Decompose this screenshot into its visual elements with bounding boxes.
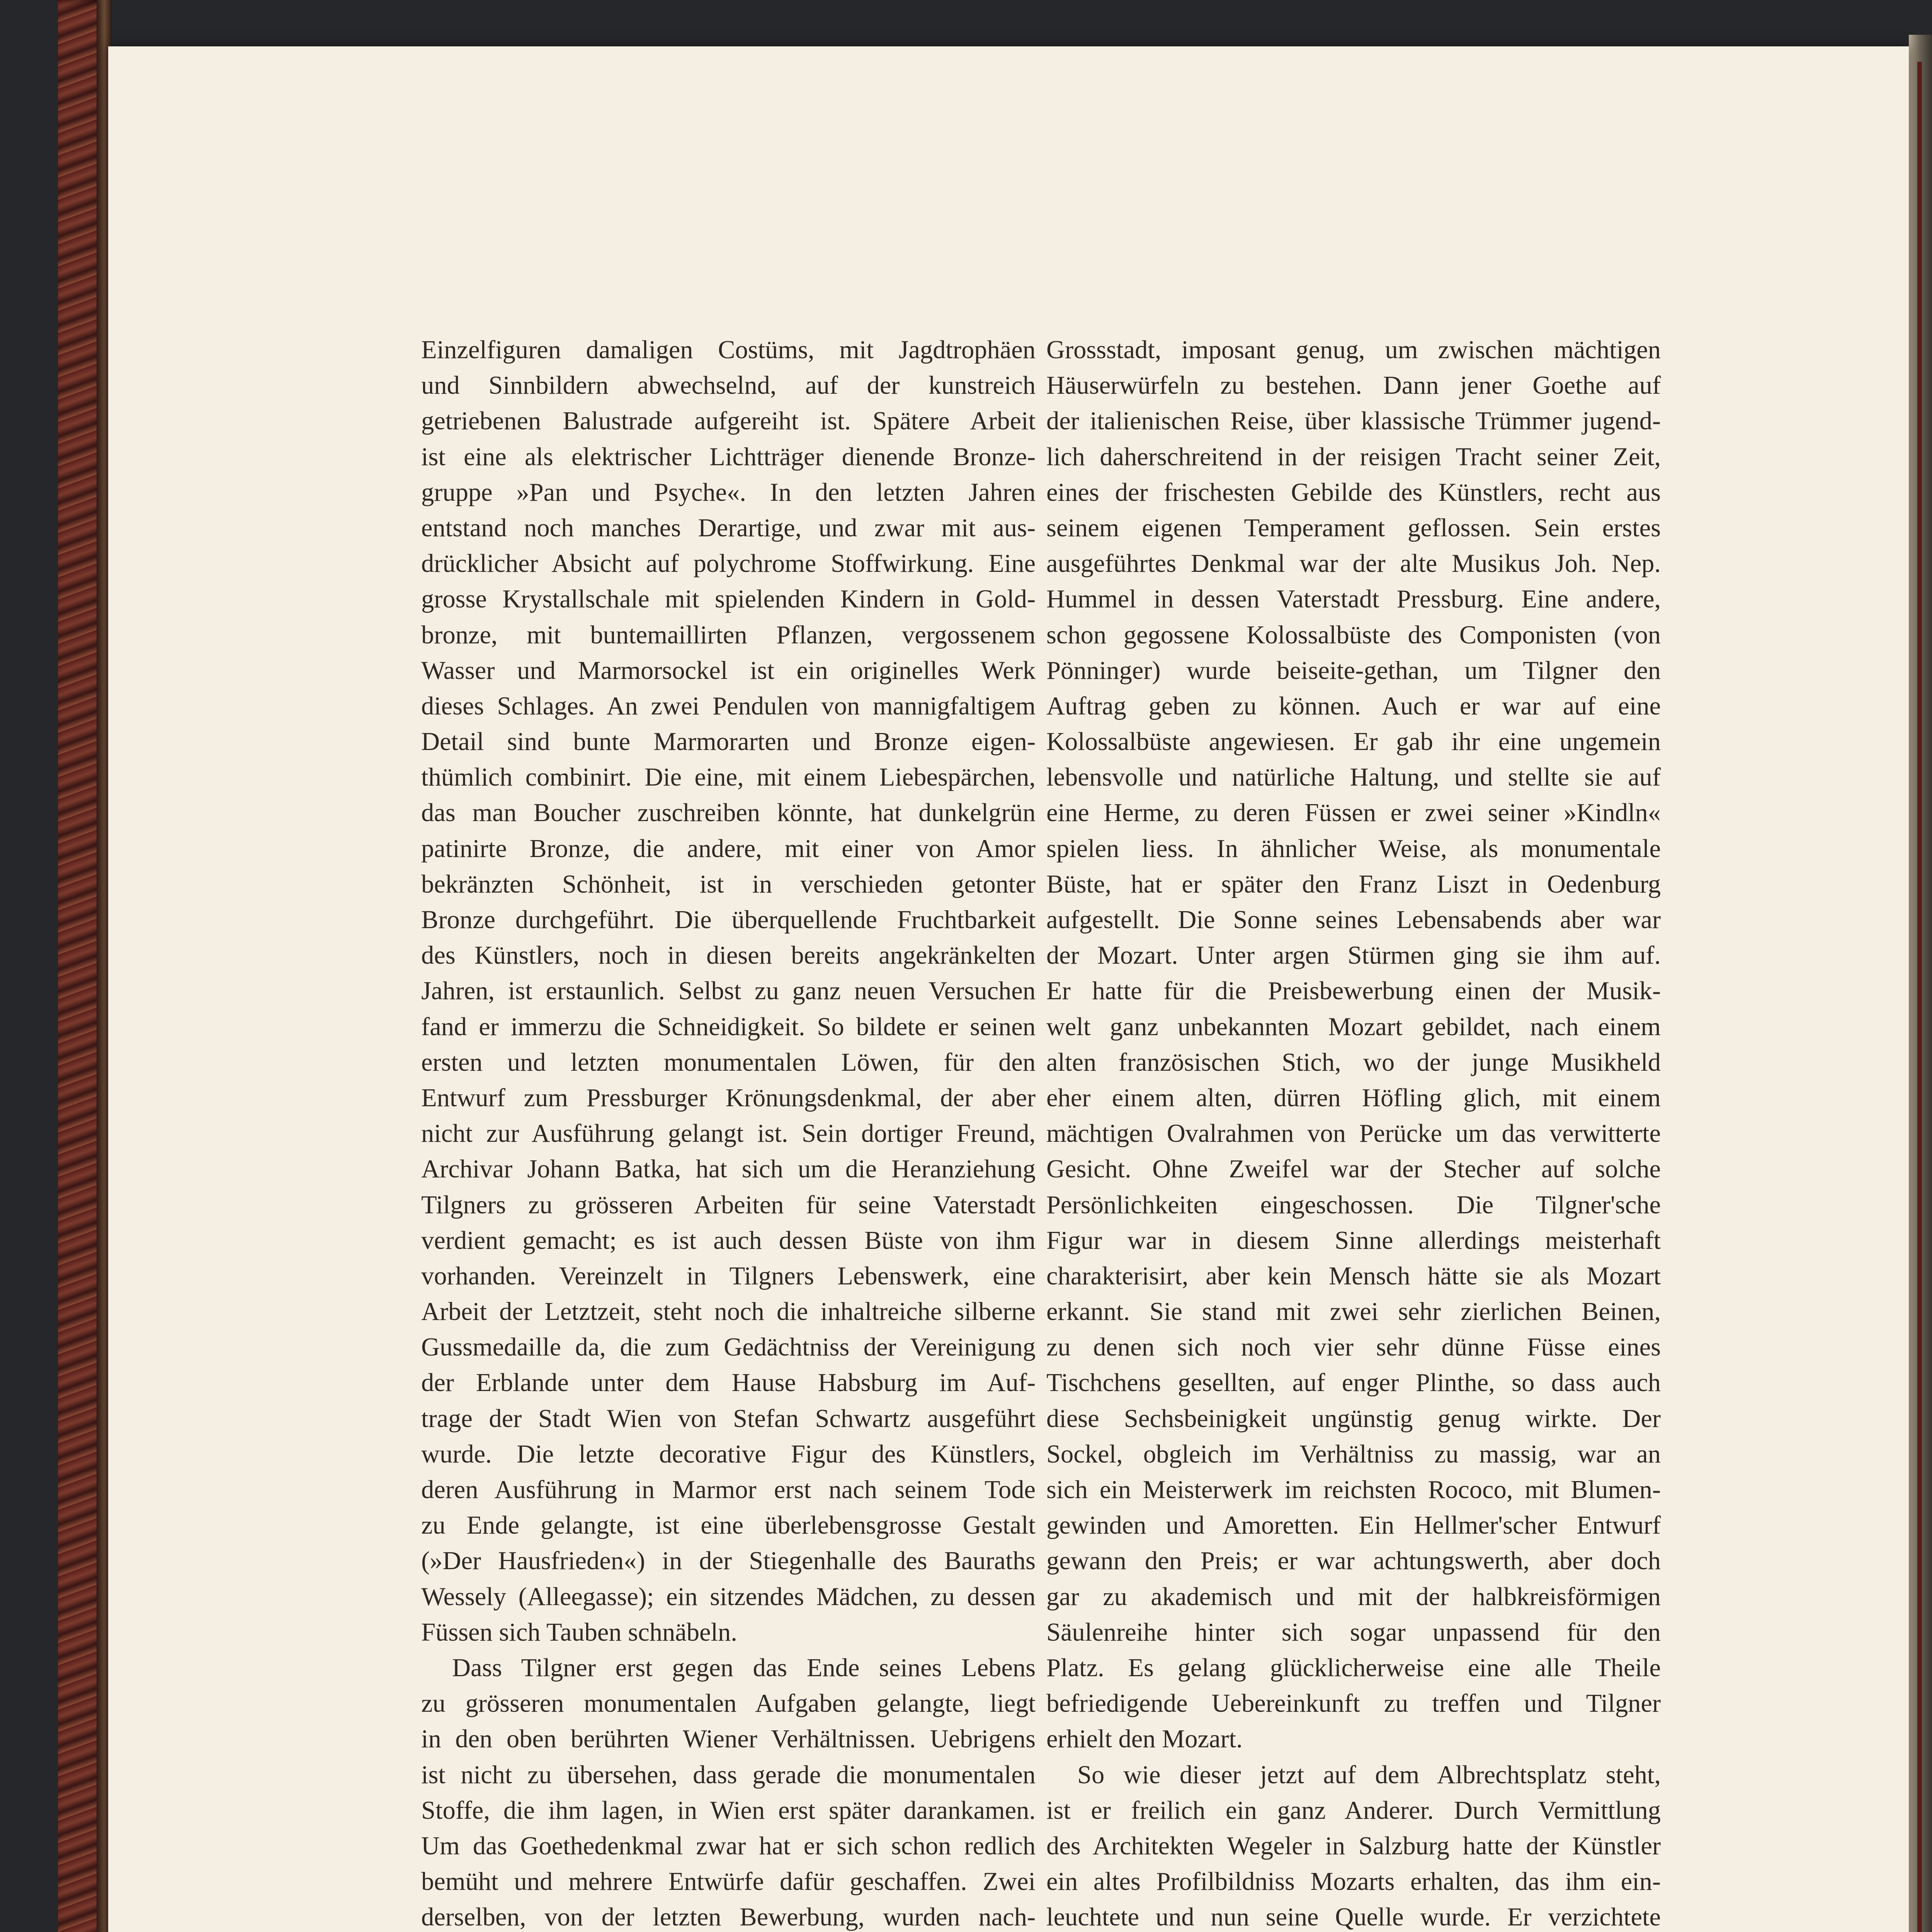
text-line: Er hatte für die Preisbewerbung einen der Musik- [1046,977,1661,1005]
text-line: entstand noch manches Derartige, und zwar mit aus- [421,514,1036,542]
text-line: bekränzten Schönheit, ist in verschieden getonter [421,870,1036,898]
text-line: des Künstlers, noch in diesen bereits angekränkelten [421,941,1036,970]
text-line: diese Sechsbeinigkeit ungünstig genug wirkte. Der [1046,1404,1661,1433]
text-line: gar zu akademisch und mit der halbkreisförmigen [1046,1582,1661,1611]
text-line: Kolossalbüste angewiesen. Er gab ihr eine ungemein [1046,728,1661,756]
text-line: welt ganz unbekannten Mozart gebildet, nach einem [1046,1012,1661,1041]
text-line: ein altes Profilbildniss Mozarts erhalten, das ihm ein- [1046,1867,1661,1896]
text-line: drücklicher Absicht auf polychrome Stoffwirkung. Eine [421,549,1036,578]
text-line: ist eine als elektrischer Lichtträger dienende Bronze- [421,442,1036,471]
text-line: erkannt. Sie stand mit zwei sehr zierlichen Beinen, [1046,1298,1661,1326]
text-line: Grossstadt, imposant genug, um zwischen mächtigen [1046,336,1661,364]
text-line: zu Ende gelangte, ist eine überlebensgrosse Gestalt [421,1511,1036,1540]
text-line: Sockel, obgleich im Verhältniss zu massig, war an [1046,1440,1661,1468]
text-line: Gussmedaille da, die zum Gedächtniss der Vereinigung [421,1333,1036,1362]
text-line: der Mozart. Unter argen Stürmen ging sie ihm auf. [1046,941,1661,970]
text-line: Entwurf zum Pressburger Krönungsdenkmal, der aber [421,1083,1036,1112]
text-line: eine Herme, zu deren Füssen er zwei seiner »Kindln« [1046,799,1661,827]
text-line: getriebenen Balustrade aufgereiht ist. Spätere Arbeit [421,407,1036,435]
text-line: nicht zur Ausführung gelangt ist. Sein dortiger Freund, [421,1119,1036,1148]
text-line: erhielt den Mozart. [1046,1725,1243,1753]
text-line: spielen liess. In ähnlicher Weise, als monumentale [1046,834,1661,863]
text-line: lebensvolle und natürliche Haltung, und stellte sie auf [1046,763,1661,792]
text-line: mächtigen Ovalrahmen von Perücke um das verwitterte [1046,1119,1661,1148]
text-line: Einzelfiguren damaligen Costüms, mit Jagdtrophäen [421,336,1036,364]
text-line: verdient gemacht; es ist auch dessen Büste von ihm [421,1226,1036,1255]
text-line: Arbeit der Letztzeit, steht noch die inhaltreiche silberne [421,1298,1036,1326]
text-line: das man Boucher zuschreiben könnte, hat dunkelgrün [421,799,1036,827]
text-line: Büste, hat er später den Franz Liszt in Oedenburg [1046,870,1661,898]
text-line: leuchtete und nun seine Quelle wurde. Er verzichtete [1046,1903,1661,1932]
text-line: zu denen sich noch vier sehr dünne Füsse eines [1046,1333,1661,1362]
text-line: ersten und letzten monumentalen Löwen, für den [421,1048,1036,1077]
text-line: Jahren, ist erstaunlich. Selbst zu ganz neuen Versuchen [421,977,1036,1005]
text-line: Häuserwürfeln zu bestehen. Dann jener Goethe auf [1046,371,1661,400]
text-line: Auftrag geben zu können. Auch er war auf eine [1046,692,1661,720]
text-line: charakterisirt, aber kein Mensch hätte sie als Mozart [1046,1262,1661,1290]
text-line: bemüht und mehrere Entwürfe dafür geschaffen. Zwei [421,1867,1036,1896]
text-line: ist er freilich ein ganz Anderer. Durch Vermittlung [1046,1796,1661,1825]
text-line: Pönninger) wurde beiseite-gethan, um Tilgner den [1046,656,1661,685]
text-line: patinirte Bronze, die andere, mit einer von Amor [421,834,1036,863]
text-line: ausgeführtes Denkmal war der alte Musikus Joh. Nep. [1046,549,1661,578]
text-line: eher einem alten, dürren Höfling glich, mit einem [1046,1083,1661,1112]
text-line: befriedigende Uebereinkunft zu treffen und Tilgner [1046,1689,1661,1718]
text-line: Bronze durchgeführt. Die überquellende Fruchtbarkeit [421,906,1036,934]
text-line: Archivar Johann Batka, hat sich um die Heranziehung [421,1155,1036,1184]
text-line: Säulenreihe hinter sich sogar unpassend für den [1046,1618,1661,1646]
text-line: zu grösseren monumentalen Aufgaben gelangte, liegt [421,1689,1036,1718]
text-line: Wasser und Marmorsockel ist ein originelles Werk [421,656,1036,685]
back-cover-strip [1917,62,1922,1932]
text-line: lich daherschreitend in der reisigen Tracht seiner Zeit, [1046,442,1661,471]
text-line: ist nicht zu übersehen, dass gerade die monumentalen [421,1760,1036,1789]
text-line: deren Ausführung in Marmor erst nach seinem Tode [421,1476,1036,1504]
text-line: fand er immerzu die Schneidigkeit. So bildete er seinen [421,1012,1036,1041]
text-line: gewinden und Amoretten. Ein Hellmer'scher Entwurf [1046,1511,1661,1540]
text-line: wurde. Die letzte decorative Figur des Künstlers, [421,1440,1036,1468]
text-line: Figur war in diesem Sinne allerdings meisterhaft [1046,1226,1661,1255]
text-line: gewann den Preis; er war achtungswerth, aber doch [1046,1547,1661,1575]
text-line: thümlich combinirt. Die eine, mit einem Liebespärchen, [421,763,1036,792]
text-line: eines der frischesten Gebilde des Künstlers, recht aus [1046,478,1661,507]
text-line: Detail sind bunte Marmorarten und Bronze eigen- [421,728,1036,756]
text-line: Stoffe, die ihm lagen, in Wien erst später darankamen. [421,1796,1036,1825]
text-line: in den oben berührten Wiener Verhältnissen. Uebrigens [421,1725,1036,1753]
text-line: Persönlichkeiten eingeschossen. Die Tilgner'sche [1046,1190,1661,1219]
text-line: So wie dieser jetzt auf dem Albrechtsplatz steht, [1077,1760,1661,1789]
right-text-column [1046,332,1661,1932]
text-line: Tischchens gesellten, auf enger Plinthe, so dass auch [1046,1369,1661,1397]
text-line: Wessely (Alleegasse); ein sitzendes Mädchen, zu dessen [421,1582,1036,1611]
text-line: schon gegossene Kolossalbüste des Componisten (von [1046,621,1661,649]
text-line: sich ein Meisterwerk im reichsten Rococo, mit Blumen- [1046,1476,1661,1504]
text-line: des Architekten Wegeler in Salzburg hatte der Künstler [1046,1832,1661,1860]
text-line: grosse Krystallschale mit spielenden Kindern in Gold- [421,585,1036,614]
text-line: Platz. Es gelang glücklicherweise eine alle Theile [1046,1653,1661,1682]
text-line: Dass Tilgner erst gegen das Ende seines Lebens [452,1653,1036,1682]
text-line: bronze, mit buntemaillirten Pflanzen, vergossenem [421,621,1036,649]
text-line: der italienischen Reise, über klassische Trümmer jugend- [1046,407,1661,435]
text-line: und Sinnbildern abwechselnd, auf der kunstreich [421,371,1036,400]
text-line: aufgestellt. Die Sonne seines Lebensabends aber war [1046,906,1661,934]
text-line: Hummel in dessen Vaterstadt Pressburg. Eine andere, [1046,585,1661,614]
text-line: Gesicht. Ohne Zweifel war der Stecher auf solche [1046,1155,1661,1184]
text-line: derselben, von der letzten Bewerbung, wurden nach- [421,1903,1036,1932]
text-line: seinem eigenen Temperament geflossen. Sein erstes [1046,514,1661,542]
text-line: trage der Stadt Wien von Stefan Schwartz ausgeführt [421,1404,1036,1433]
text-line: gruppe »Pan und Psyche«. In den letzten Jahren [421,478,1036,507]
text-line: (»Der Hausfrieden«) in der Stiegenhalle des Bauraths [421,1547,1036,1575]
text-line: dieses Schlages. An zwei Pendulen von mannigfaltigem [421,692,1036,720]
left-text-column [421,332,1036,1932]
text-line: Füssen sich Tauben schnäbeln. [421,1618,737,1646]
text-line: der Erblande unter dem Hause Habsburg im Auf- [421,1369,1036,1397]
text-line: vorhanden. Vereinzelt in Tilgners Lebenswerk, eine [421,1262,1036,1290]
text-line: Um das Goethedenkmal zwar hat er sich schon redlich [421,1832,1036,1860]
text-line: alten französischen Stich, wo der junge Musikheld [1046,1048,1661,1077]
text-line: Tilgners zu grösseren Arbeiten für seine Vaterstadt [421,1190,1036,1219]
